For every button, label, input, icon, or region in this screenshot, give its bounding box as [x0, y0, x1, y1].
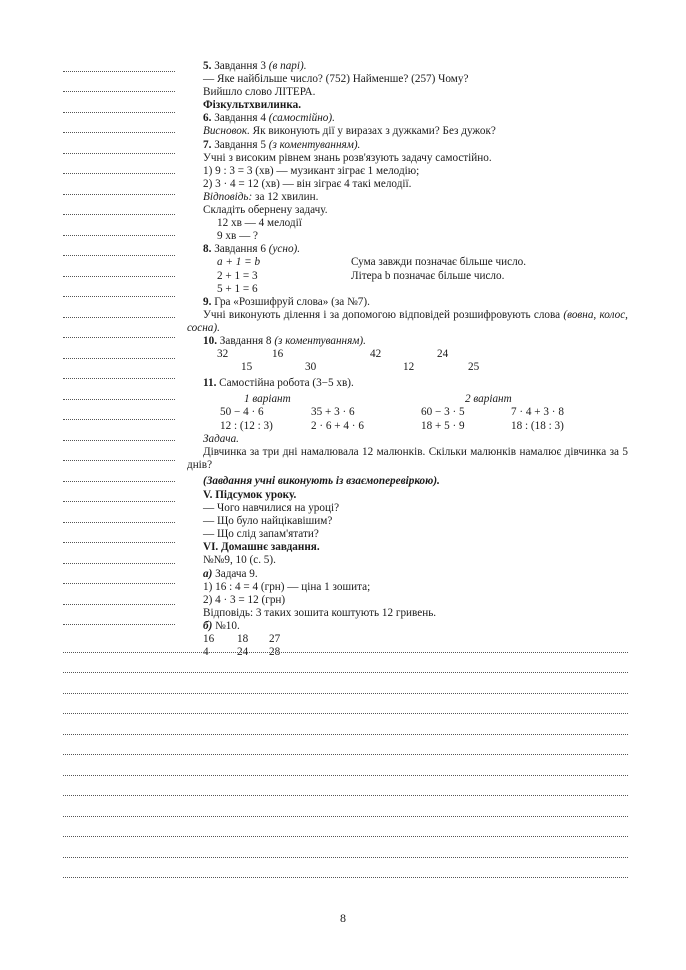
- task-10-row-2: [203, 361, 628, 374]
- homework-a-step-1: 1) 16 : 4 = 4 (грн) — ціна 1 зошита;: [203, 580, 371, 593]
- notes-line: [63, 877, 628, 878]
- notes-line: [63, 754, 628, 755]
- number-cell: 42: [370, 348, 382, 361]
- task-11-heading: [203, 377, 628, 390]
- equation: 2 + 1 = 3: [217, 269, 258, 282]
- expression: 35 + 3 · 6: [311, 406, 355, 419]
- task-note: (в парі).: [268, 60, 307, 72]
- number-cell: 12: [403, 361, 415, 374]
- physical-break: Фізкультхвилинка.: [203, 99, 301, 112]
- notes-line: [63, 836, 628, 837]
- expression: 2 · 6 + 4 · 6: [311, 419, 364, 432]
- task-label: Гра «Розшифруй слова» (за №7).: [214, 295, 370, 308]
- item-label: а): [203, 567, 213, 580]
- margin-line: [63, 419, 175, 420]
- task-9-heading: [203, 296, 628, 309]
- margin-line: [63, 358, 175, 359]
- number-cell: 16: [203, 633, 215, 646]
- homework-b-heading: [203, 620, 628, 633]
- task-note: (усно).: [268, 243, 301, 256]
- margin-line: [63, 255, 175, 256]
- number-cell: 16: [272, 348, 284, 361]
- task-number: 7.: [203, 138, 212, 151]
- expression: 18 : (18 : 3): [511, 419, 564, 432]
- margin-line: [63, 214, 175, 215]
- margin-line: [63, 501, 175, 502]
- margin-line: [63, 563, 175, 564]
- margin-line: [63, 481, 175, 482]
- summary-question-3: — Що слід запам'ятати?: [203, 528, 319, 541]
- conclusion-label: Висновок.: [203, 125, 250, 138]
- margin-line: [63, 399, 175, 400]
- item-label: б): [203, 619, 213, 632]
- item-text: Задача 9.: [212, 567, 258, 580]
- margin-line: [63, 91, 175, 92]
- margin-line: [63, 440, 175, 441]
- notes-line: [63, 652, 628, 653]
- notes-line: [63, 672, 628, 673]
- number-cell: 30: [305, 361, 317, 374]
- notes-line: [63, 816, 628, 817]
- task-number: 6.: [203, 112, 212, 125]
- words-list: (вовна, колос, сосна).: [187, 308, 628, 334]
- task-note: (з коментуванням).: [268, 138, 361, 151]
- margin-line: [63, 132, 175, 133]
- task-label: Завдання 5: [214, 138, 269, 151]
- number-cell: 18: [237, 633, 249, 646]
- task-7-condition-2: 9 хв — ?: [217, 230, 259, 243]
- homework-numbers: №№9, 10 (с. 5).: [203, 554, 276, 567]
- task-7-step-1: 1) 9 : 3 = 3 (хв) — музикант зіграє 1 мелодію;: [203, 164, 420, 177]
- section-5-title: V. Підсумок уроку.: [203, 489, 297, 501]
- task-text: [187, 446, 628, 472]
- lesson-content: [187, 60, 628, 659]
- margin-line: [63, 624, 175, 625]
- task-7-answer: [203, 191, 628, 204]
- expression: 18 + 5 · 9: [421, 419, 465, 432]
- task-number: 10.: [203, 334, 217, 347]
- margin-line: [63, 276, 175, 277]
- margin-line: [63, 522, 175, 523]
- rule-text: Сума завжди позначає більше число.: [351, 256, 527, 269]
- conclusion: [203, 125, 628, 138]
- answer-text: за 12 хвилин.: [252, 190, 319, 203]
- expression: 60 − 3 · 5: [421, 406, 465, 419]
- task-label: Завдання 8: [216, 334, 275, 347]
- task-7-inverse: Складіть обернену задачу.: [203, 204, 328, 217]
- task-8-row-1: [203, 256, 628, 269]
- margin-line: [63, 71, 175, 72]
- homework-a-answer: Відповідь: 3 таких зошита коштують 12 гривень.: [203, 606, 437, 619]
- task-label: Завдання 6: [214, 243, 269, 256]
- task-10-heading: [203, 335, 628, 348]
- equation: 5 + 1 = 6: [217, 282, 258, 295]
- task-number: 11.: [203, 377, 217, 390]
- paragraph-text: Учні виконують ділення і за допомогою відповідей розшифровують слова: [203, 308, 564, 321]
- task-5-heading: [203, 60, 628, 73]
- item-text: №10.: [212, 619, 240, 632]
- task-number: 5.: [203, 60, 212, 72]
- notes-line: [63, 693, 628, 694]
- variant-1-label: 1 варіант: [244, 393, 291, 406]
- variant-row-2: [203, 420, 628, 433]
- margin-line: [63, 296, 175, 297]
- margin-line: [63, 583, 175, 584]
- number-cell: 24: [437, 348, 449, 361]
- task-5-result: Вийшло слово ЛІТЕРА.: [203, 86, 316, 99]
- margin-line: [63, 317, 175, 318]
- expression: 12 : (12 : 3): [220, 419, 273, 432]
- homework-a-heading: [203, 568, 628, 581]
- task-7-step-2: 2) 3 · 4 = 12 (хв) — він зіграє 4 такі мелодії.: [203, 177, 412, 190]
- task-label: Завдання 4: [214, 112, 269, 125]
- task-7-intro: Учні з високим рівнем знань розв'язують задачу самостійно.: [203, 151, 492, 164]
- task-7-condition-1: 12 хв — 4 мелодії: [217, 217, 302, 230]
- task-8-heading: [203, 243, 628, 256]
- number-cell: 27: [269, 633, 281, 646]
- margin-line: [63, 153, 175, 154]
- notes-line: [63, 713, 628, 714]
- margin-line: [63, 604, 175, 605]
- homework-a-step-2: 2) 4 · 3 = 12 (грн): [203, 593, 286, 606]
- number-cell: 25: [468, 361, 480, 374]
- margin-line: [63, 378, 175, 379]
- summary-question-2: — Що було найцікавішим?: [203, 515, 333, 528]
- margin-line: [63, 194, 175, 195]
- margin-line: [63, 337, 175, 338]
- number-cell: 24: [237, 646, 249, 659]
- margin-line: [63, 112, 175, 113]
- margin-line: [63, 460, 175, 461]
- page-number: 8: [340, 911, 346, 925]
- summary-question-1: — Чого навчилися на уроці?: [203, 502, 340, 515]
- notes-line: [63, 734, 628, 735]
- answer-label: Відповідь:: [203, 190, 253, 203]
- equation: a + 1 = b: [217, 256, 261, 269]
- task-8-row-2: [203, 270, 628, 283]
- variant-2-label: 2 варіант: [465, 393, 512, 406]
- variant-headers: [203, 393, 628, 406]
- margin-line: [63, 235, 175, 236]
- paragraph-text: Дівчинка за три дні намалювала 12 малюнків. Скільки малюнків намалює дівчинка за 5 днів?: [187, 445, 628, 471]
- task-9-text: [187, 309, 628, 335]
- task-10-row-1: [203, 348, 628, 361]
- task-note: (з коментуванням).: [274, 334, 366, 347]
- task-label: Завдання 3: [214, 60, 269, 72]
- number-cell: 4: [203, 646, 209, 659]
- task-5-question: — Яке найбільше число? (752) Найменше? (257) Чому?: [203, 73, 469, 86]
- expression: 50 − 4 · 6: [220, 406, 264, 419]
- expression: 7 · 4 + 3 · 8: [511, 406, 564, 419]
- task-6-heading: [203, 112, 628, 125]
- peer-check-note: (Завдання учні виконують із взаємоперевіркою).: [203, 474, 440, 487]
- notes-line: [63, 795, 628, 796]
- margin-line: [63, 173, 175, 174]
- task-8-row-3: [203, 283, 628, 296]
- variant-row-1: [203, 406, 628, 419]
- number-cell: 15: [241, 361, 253, 374]
- notes-line: [63, 775, 628, 776]
- task-label: Задача.: [203, 432, 239, 445]
- margin-line: [63, 542, 175, 543]
- task-note: (самостійно).: [268, 112, 335, 125]
- task-number: 8.: [203, 243, 212, 256]
- conclusion-text: Як виконують дії у виразах з дужками? Без дужок?: [249, 125, 496, 138]
- number-cell: 28: [269, 646, 281, 659]
- homework-b-row-1: [203, 633, 628, 646]
- task-label: Самостійна робота (3−5 хв).: [216, 377, 354, 390]
- rule-text: Літера b позначає більше число.: [351, 269, 505, 282]
- notes-line: [63, 857, 628, 858]
- task-7-heading: [203, 139, 628, 152]
- task-number: 9.: [203, 295, 212, 308]
- section-6-title: VI. Домашнє завдання.: [203, 541, 320, 554]
- number-cell: 32: [217, 348, 229, 361]
